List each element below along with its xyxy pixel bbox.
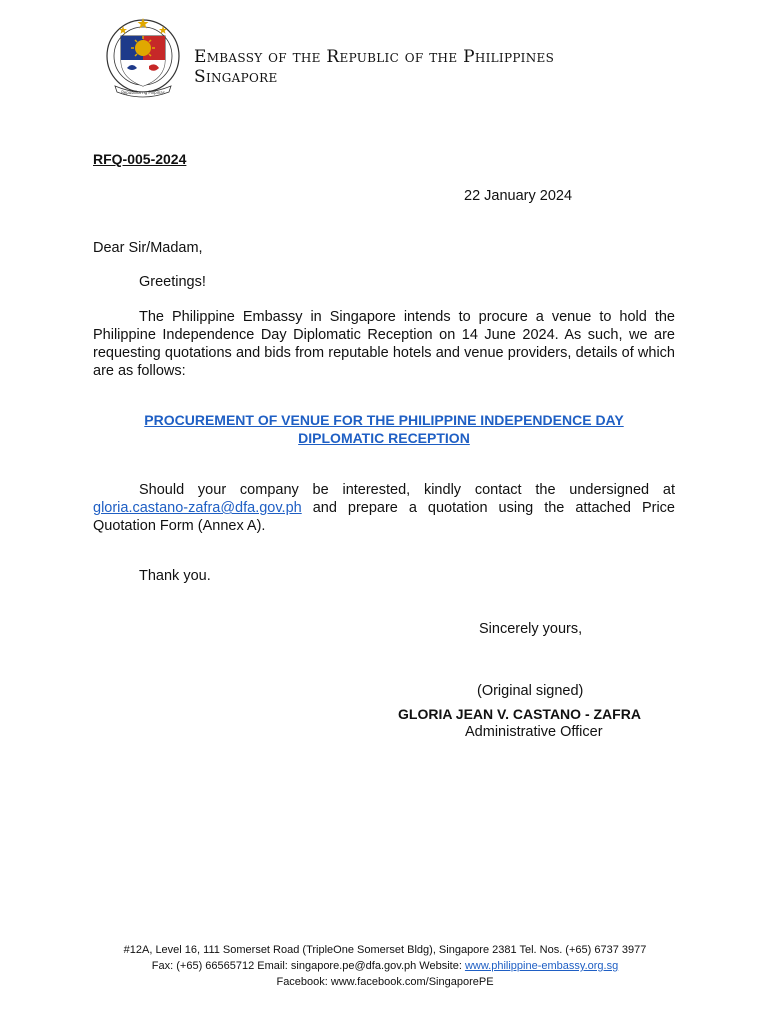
letter-date: 22 January 2024 <box>464 188 573 204</box>
reference-number: RFQ-005-2024 <box>93 151 187 167</box>
body-paragraph-2-before: Should your company be interested, kindly contact the undersigned at <box>139 482 675 498</box>
body-paragraph-1-text: The Philippine Embassy in Singapore intends to procure a venue to hold the Philippine Independence Day Diplomatic Reception on 14 June 2024. As such, we are requesting quotations and bids from reputable hotels and venue providers, details of which are as follows: <box>93 309 675 379</box>
subject-line-2: DIPLOMATIC RECEPTION <box>298 430 470 446</box>
subject-line-1: PROCUREMENT OF VENUE FOR THE PHILIPPINE INDEPENDENCE DAY <box>144 412 624 428</box>
signer-title: Administrative Officer <box>465 724 603 740</box>
subject-heading <box>93 411 675 447</box>
thanks: Thank you. <box>139 568 211 584</box>
closing: Sincerely yours, <box>479 621 583 637</box>
salutation: Dear Sir/Madam, <box>93 240 203 256</box>
contact-email-link[interactable]: gloria.castano-zafra@dfa.gov.ph <box>93 500 302 516</box>
signature-note: (Original signed) <box>477 683 584 699</box>
greeting: Greetings! <box>139 274 206 290</box>
embassy-location: Singapore <box>194 67 278 87</box>
footer-address: #12A, Level 16, 111 Somerset Road (TripleOne Somerset Bldg), Singapore 2381 Tel. Nos. (+65) 6737 3977 <box>123 944 647 956</box>
philippine-seal-icon <box>105 16 181 98</box>
body-paragraph-1 <box>93 308 675 380</box>
footer-contact-text: Fax: (+65) 66565712 Email: singapore.pe@dfa.gov.ph Website: <box>151 960 465 972</box>
signer-name: GLORIA JEAN V. CASTANO - ZAFRA <box>398 706 641 722</box>
embassy-name: Embassy of the Republic of the Philippines <box>194 47 555 67</box>
seal-banner-text: Republika ng Pilipinas <box>121 90 165 95</box>
body-paragraph-2 <box>93 481 675 535</box>
footer-facebook: Facebook: www.facebook.com/SingaporePE <box>276 976 494 988</box>
body-paragraph-2-after: and prepare a quotation using the attached Price Quotation Form (Annex A). <box>93 500 675 534</box>
footer-contact <box>60 958 710 974</box>
website-link[interactable]: www.philippine-embassy.org.sg <box>464 960 619 972</box>
